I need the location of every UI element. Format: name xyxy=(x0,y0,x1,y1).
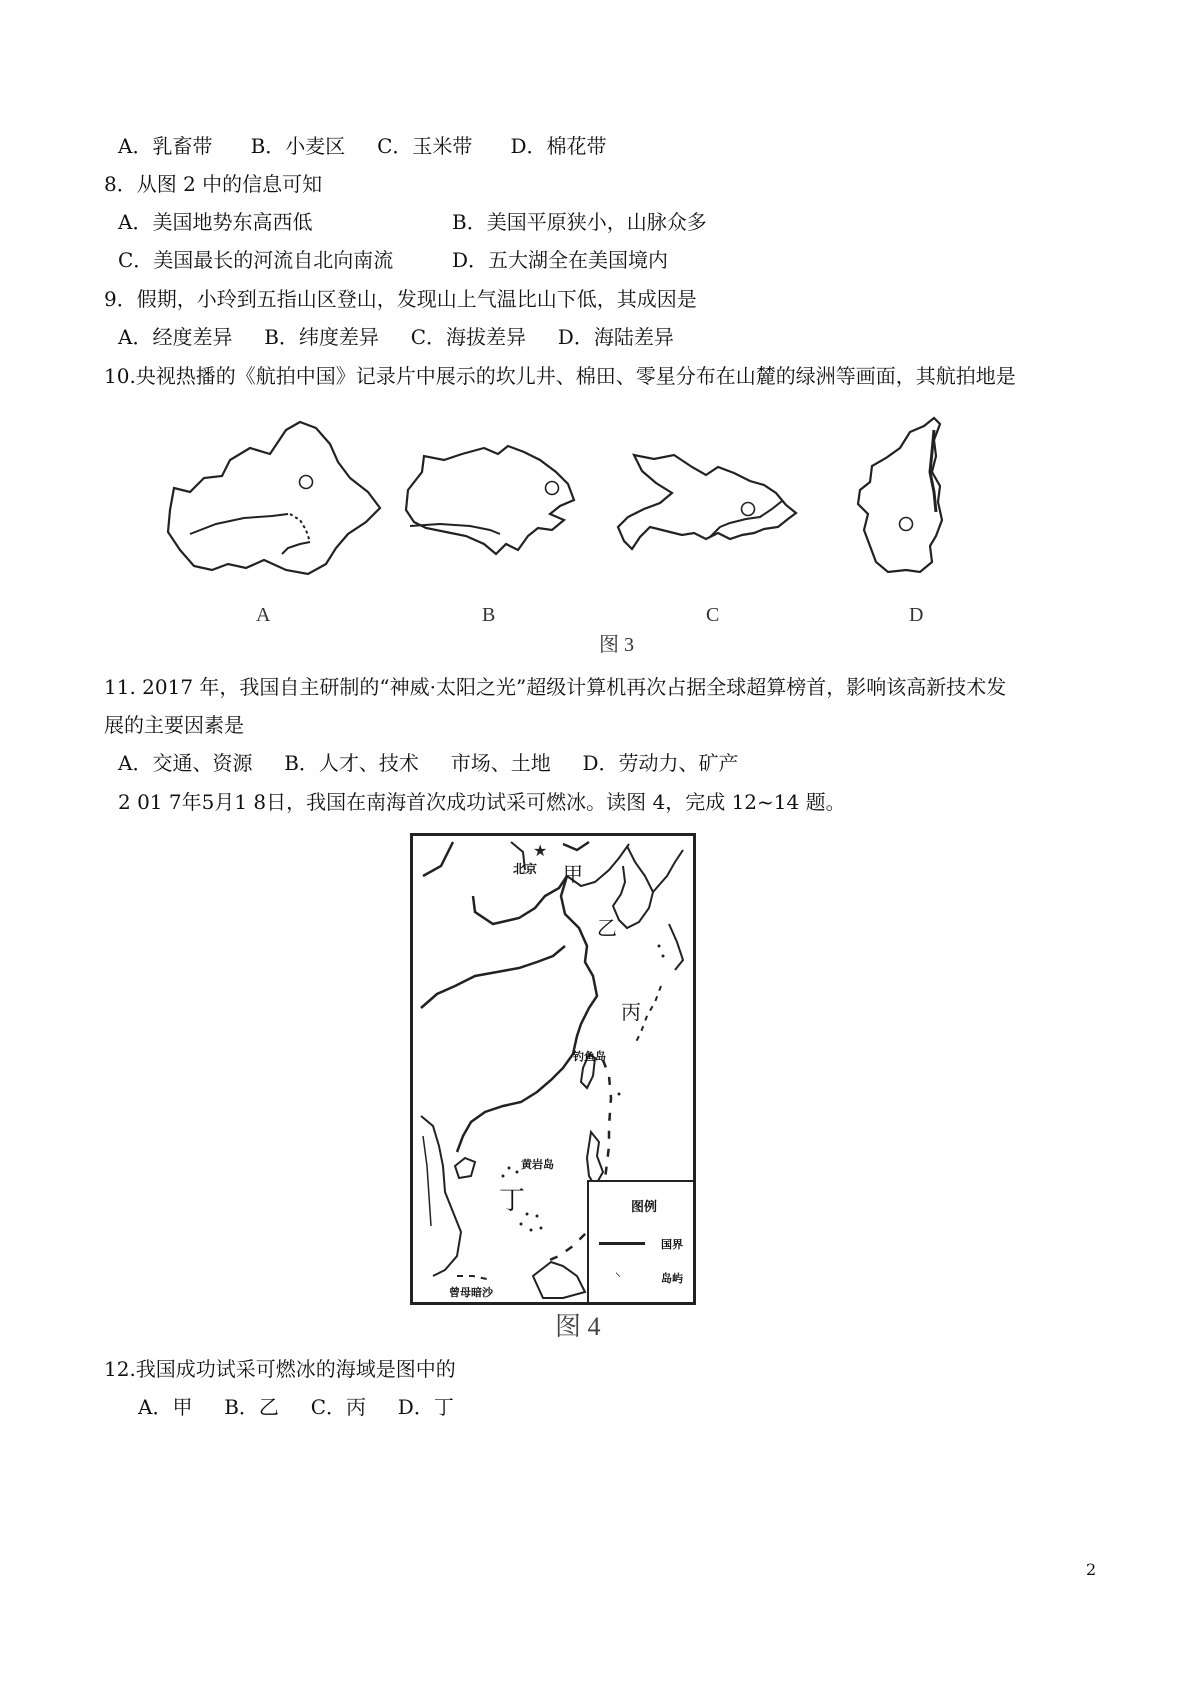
q8-option-d: D．五大湖全在美国境内 xyxy=(452,248,669,272)
legend-border-line-icon xyxy=(599,1242,645,1245)
map-label-yi: 乙 xyxy=(597,916,617,940)
q12-options: A．甲 B．乙 C．丙 D．丁 xyxy=(138,1395,454,1419)
map-label-zengmu: 曾母暗沙 xyxy=(449,1286,493,1299)
map-label-diaoyu: 钓鱼岛 xyxy=(573,1050,606,1063)
page-number: 2 xyxy=(1086,1560,1097,1579)
figure3-label-d: D xyxy=(909,604,924,626)
q11-stem-line1: 11. 2017 年，我国自主研制的“神威·太阳之光”超级计算机再次占据全球超算榜首，影响该高新技术发 xyxy=(104,675,1007,699)
beijing-star-icon: ★ xyxy=(533,841,548,860)
figure4-map xyxy=(410,833,696,1305)
figure3-caption: 图 3 xyxy=(599,634,634,656)
q8-stem: 8．从图 2 中的信息可知 xyxy=(104,172,323,196)
figure3-label-a: A xyxy=(256,604,271,626)
legend-border-label: 国界 xyxy=(661,1238,683,1251)
q8-option-c: C．美国最长的河流自北向南流 xyxy=(118,248,394,272)
figure3-label-b: B xyxy=(482,604,496,626)
q10-stem: 10.央视热播的《航拍中国》记录片中展示的坎儿井、棉田、零星分布在山麓的绿洲等画面，其航拍地是 xyxy=(104,364,1016,388)
map-legend xyxy=(587,1180,696,1304)
figure3-province-a xyxy=(160,418,400,588)
q12-stem: 12.我国成功试采可燃冰的海域是图中的 xyxy=(104,1357,456,1381)
q11-stem-line2: 展的主要因素是 xyxy=(104,713,244,737)
q7-options: A．乳畜带 B．小麦区 C．玉米带 D．棉花带 xyxy=(118,134,607,158)
figure3-province-b xyxy=(400,440,600,580)
legend-island-icon: ⸌ xyxy=(615,1270,622,1284)
figure4-caption: 图 4 xyxy=(555,1312,601,1341)
q8-option-b: B．美国平原狭小，山脉众多 xyxy=(452,210,707,234)
q9-options: A．经度差异 B．纬度差异 C．海拔差异 D．海陆差异 xyxy=(118,325,674,349)
map-label-ding: 丁 xyxy=(499,1186,526,1216)
figure3-province-d xyxy=(848,412,958,582)
legend-island-label: 岛屿 xyxy=(661,1272,683,1285)
map-label-bing: 丙 xyxy=(621,1000,641,1024)
q8-option-a: A．美国地势东高西低 xyxy=(118,210,313,234)
figure3-province-c xyxy=(610,445,810,575)
figure3-label-c: C xyxy=(706,604,720,626)
map-label-jia: 甲 xyxy=(563,862,583,886)
q9-stem: 9．假期，小玲到五指山区登山，发现山上气温比山下低，其成因是 xyxy=(104,287,697,311)
q11-options: A．交通、资源 B．人才、技术 市场、土地 D．劳动力、矿产 xyxy=(118,751,739,775)
legend-title: 图例 xyxy=(631,1200,658,1215)
map-label-beijing: 北京 xyxy=(513,862,538,876)
intro-12-14: 2 01 7年5月1 8日，我国在南海首次成功试采可燃冰。读图 4，完成 12~14 题。 xyxy=(118,790,846,814)
map-label-huangyan: 黄岩岛 xyxy=(521,1158,554,1171)
